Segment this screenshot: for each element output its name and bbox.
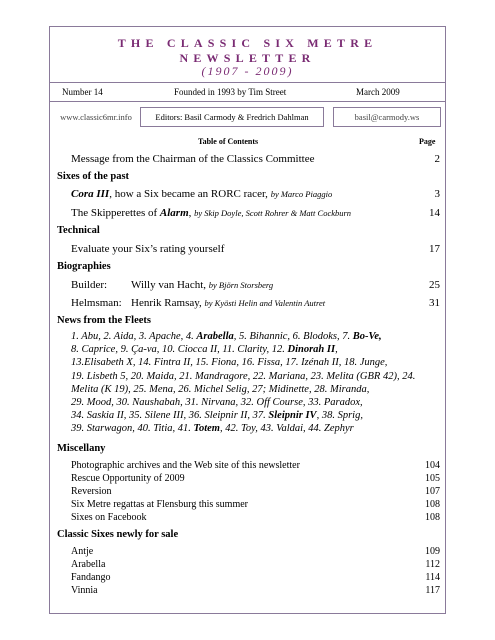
toc-entry-page: 14 — [429, 207, 440, 219]
toc-entry[interactable]: Cora III, how a Six became an RORC racer, by Marco Piaggio 3 — [71, 188, 440, 200]
author: by Skip Doyle, Scott Rohrer & Matt Cockburn — [194, 208, 352, 218]
toc-entry-page: 114 — [425, 572, 440, 583]
toc-entry[interactable]: Sixes on Facebook 108 — [71, 512, 440, 523]
website-link[interactable]: www.classic6mr.info — [60, 112, 132, 122]
section-heading: Technical — [57, 225, 100, 236]
toc-entry[interactable]: Vinnia 117 — [71, 585, 440, 596]
toc-entry-page: 108 — [425, 499, 440, 510]
fleet-line: 39. Starwagon, 40. Titia, 41. Totem, 42. Toy, 43. Valdai, 44. Zephyr — [71, 423, 354, 435]
author: by Marco Piaggio — [270, 189, 333, 199]
toc-entry[interactable]: Antje 109 — [71, 546, 440, 557]
boat-name: Alarm — [159, 207, 189, 219]
fleet-line: 29. Mood, 30. Naushabah, 31. Nirvana, 32. Off Course, 33. Paradox, — [71, 397, 363, 409]
toc-entry-page: 107 — [425, 486, 440, 497]
divider — [49, 101, 446, 102]
section-heading: News from the Fleets — [57, 315, 151, 326]
toc-entry[interactable]: Arabella 112 — [71, 559, 440, 570]
toc-entry[interactable]: Photographic archives and the Web site of this newsletter 104 — [71, 460, 440, 471]
toc-entry[interactable]: Helmsman: Henrik Ramsay, by Kyösti Helin and Valentin Autret 31 — [71, 297, 440, 309]
toc-entry-page: 25 — [429, 279, 440, 291]
fleet-line: 13.Elisabeth X, 14. Fintra II, 15. Fiona, 16. Fissa, 17. Izénah II, 18. Junge, — [71, 357, 388, 369]
toc-entry-page: 105 — [425, 473, 440, 484]
section-heading: Biographies — [57, 261, 111, 272]
section-heading: Classic Sixes newly for sale — [57, 529, 179, 540]
toc-entry[interactable]: Rescue Opportunity of 2009 105 — [71, 473, 440, 484]
toc-entry-page: 117 — [425, 585, 440, 596]
issue-date: March 2009 — [356, 87, 400, 97]
toc-entry[interactable]: Builder: Willy van Hacht, by Björn Storsberg 25 — [71, 279, 440, 291]
toc-entry-page: 31 — [429, 297, 440, 309]
toc-entry[interactable]: Fandango 114 — [71, 572, 440, 583]
toc-heading: Table of Contents — [198, 137, 259, 146]
fleet-line: Melita (K 19), 25. Mena, 26. Michel Selig, 27; Midinette, 28. Miranda, — [71, 383, 370, 395]
fleet-line: 19. Lisbeth 5, 20. Maida, 21. Mandragore, 22. Mariana, 23. Melita (GBR 42), 24. — [71, 370, 416, 382]
toc-entry-page: 108 — [425, 512, 440, 523]
newsletter-title: THE CLASSIC SIX METRE NEWSLETTER — [117, 36, 378, 65]
issue-number: Number 14 — [62, 87, 103, 97]
divider — [49, 82, 446, 83]
founded-text: Founded in 1993 by Tim Street — [174, 87, 287, 97]
toc-entry-page: 112 — [425, 559, 440, 570]
toc-entry-page: 17 — [429, 243, 440, 255]
fleet-list[interactable] — [71, 330, 443, 436]
fleet-line: 34. Saskia II, 35. Silene III, 36. Sleipnir II, 37. Sleipnir IV, 38. Sprig, — [71, 410, 363, 422]
boat-name: Cora III — [71, 188, 110, 200]
toc-entry[interactable]: Evaluate your Six’s rating yourself 17 — [71, 243, 440, 255]
author: by Kyösti Helin and Valentin Autret — [204, 298, 326, 308]
toc-entry-page: 104 — [425, 460, 440, 471]
author: by Björn Storsberg — [208, 280, 274, 290]
newsletter-years: (1907 - 2009) — [201, 64, 294, 78]
toc-page-heading: Page — [419, 137, 436, 146]
fleet-line: 1. Abu, 2. Aida, 3. Apache, 4. Arabella, 5. Bihannic, 6. Blodoks, 7. Bo-Ve, — [71, 331, 382, 342]
toc-entry[interactable]: Six Metre regattas at Flensburg this summer 108 — [71, 499, 440, 510]
fleet-line: 8. Caprice, 9. Ça-va, 10. Ciocca II, 11. Clarity, 12. Dinorah II, — [71, 344, 338, 356]
toc-entry-page: 109 — [425, 546, 440, 557]
email-link[interactable]: basil@carmody.ws — [333, 107, 441, 127]
editors-box: Editors: Basil Carmody & Fredrich Dahlman — [140, 107, 324, 127]
section-heading: Miscellany — [57, 443, 106, 454]
section-heading: Sixes of the past — [57, 171, 130, 182]
toc-entry[interactable]: Reversion 107 — [71, 486, 440, 497]
toc-entry-page: 3 — [434, 188, 440, 200]
toc-entry[interactable] — [71, 152, 440, 166]
toc-entry-title: Message from the Chairman of the Classics Committee — [71, 153, 315, 165]
toc-entry[interactable]: The Skipperettes of Alarm, by Skip Doyle, Scott Rohrer & Matt Cockburn 14 — [71, 207, 440, 219]
toc-entry-page: 2 — [434, 153, 440, 165]
